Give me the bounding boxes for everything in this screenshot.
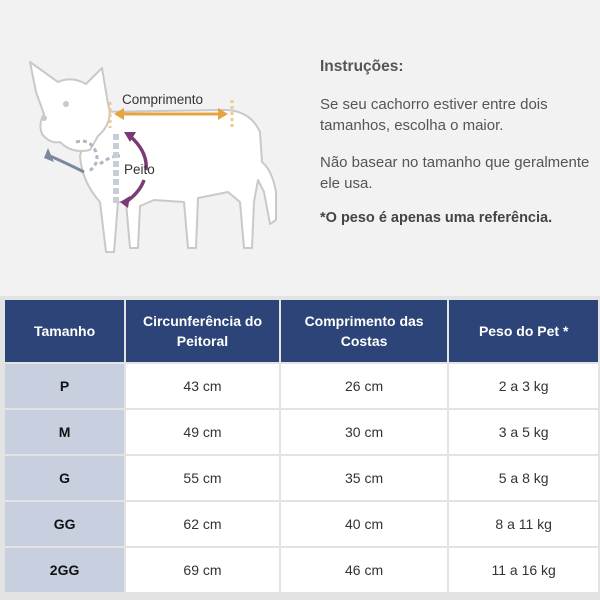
table-row [5, 502, 598, 546]
length-label: Comprimento [122, 92, 204, 107]
table-row [5, 548, 598, 592]
back-length-cell: 40 cm [281, 502, 448, 546]
size-cell: 2GG [5, 548, 124, 592]
table-header-row [5, 300, 598, 362]
table-row [5, 364, 598, 408]
back-length-cell: 46 cm [281, 548, 448, 592]
chest-cell: 62 cm [126, 502, 279, 546]
header-chest: Circunferência do Peitoral [126, 300, 279, 362]
weight-cell: 3 a 5 kg [449, 410, 598, 454]
size-table [3, 298, 600, 594]
chest-label: Peito [124, 162, 155, 177]
dog-silhouette [30, 62, 276, 252]
size-table-section [0, 296, 600, 600]
instructions-title: Instruções: [320, 58, 404, 75]
chest-cell: 69 cm [126, 548, 279, 592]
dog-eye [63, 101, 69, 107]
back-length-cell: 26 cm [281, 364, 448, 408]
size-cell: M [5, 410, 124, 454]
chest-cell: 55 cm [126, 456, 279, 500]
instructions-panel [0, 0, 600, 296]
header-weight: Peso do Pet * [449, 300, 598, 362]
header-back-length: Comprimento das Costas [281, 300, 448, 362]
weight-cell: 5 a 8 kg [449, 456, 598, 500]
back-length-cell: 35 cm [281, 456, 448, 500]
dog-measurement-diagram [14, 52, 304, 270]
size-cell: GG [5, 502, 124, 546]
neck-arrowhead-icon [44, 148, 54, 162]
neck-arrow-icon [50, 156, 84, 172]
weight-cell: 8 a 11 kg [449, 502, 598, 546]
weight-cell: 2 a 3 kg [449, 364, 598, 408]
table-row [5, 456, 598, 500]
size-cell: G [5, 456, 124, 500]
instructions-text [320, 58, 590, 226]
back-length-cell: 30 cm [281, 410, 448, 454]
dog-nose [41, 115, 47, 121]
instructions-paragraph-2: Não basear no tamanho que geralmente ele usa. [320, 154, 590, 192]
size-cell: P [5, 364, 124, 408]
chest-cell: 49 cm [126, 410, 279, 454]
header-size: Tamanho [5, 300, 124, 362]
instructions-paragraph-1: Se seu cachorro estiver entre dois tamanhos, escolha o maior. [320, 96, 548, 134]
weight-note: *O peso é apenas uma referência. [320, 210, 553, 226]
weight-cell: 11 a 16 kg [449, 548, 598, 592]
chest-cell: 43 cm [126, 364, 279, 408]
table-row [5, 410, 598, 454]
